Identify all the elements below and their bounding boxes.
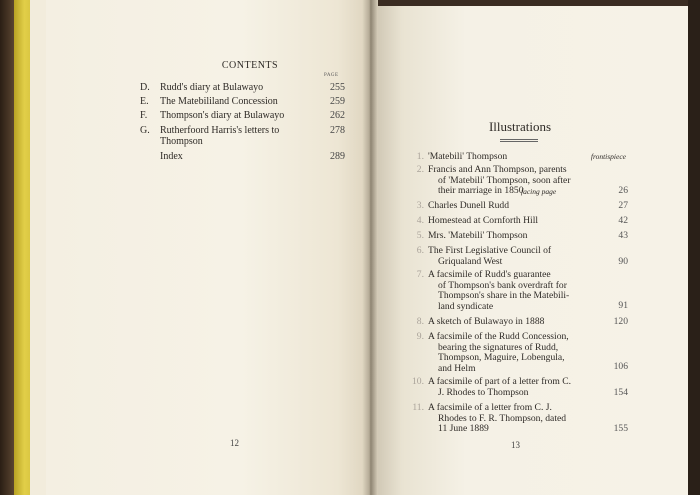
item-number: 4. — [416, 215, 424, 226]
caption-line: Thompson's share in the Matebili- — [438, 290, 570, 302]
left-page-number: 12 — [230, 438, 239, 448]
item-number: 3. — [416, 200, 424, 211]
item-page: 26 — [618, 185, 628, 196]
caption-line: of 'Matebili' Thompson, soon after — [438, 174, 571, 186]
caption-line: The First Legislative Council of — [428, 245, 552, 256]
right-book-edge — [688, 0, 700, 495]
caption-line: A facsimile of a letter from C. J. — [428, 402, 552, 413]
caption-line: of Thompson's bank overdraft for — [438, 279, 567, 291]
right-page-number: 13 — [511, 440, 520, 450]
caption-line: J. Rhodes to Thompson — [438, 386, 529, 398]
item-number: 7. — [416, 269, 424, 280]
toc-letter: D. — [140, 82, 150, 93]
item-page: 106 — [613, 361, 628, 372]
item-page: 27 — [618, 200, 628, 211]
item-number: 8. — [416, 316, 424, 327]
facing-page-note: facing page — [521, 187, 557, 196]
item-page: 120 — [613, 316, 628, 327]
caption-line: Charles Dunell Rudd — [428, 200, 510, 211]
item-number: 11. — [412, 402, 424, 413]
caption-line: Francis and Ann Thompson, parents — [428, 164, 567, 175]
illustrations-heading: Illustrations — [488, 119, 552, 134]
caption-line: Rhodes to F. R. Thompson, dated — [438, 412, 567, 424]
caption-line: A facsimile of the Rudd Concession, — [428, 331, 569, 342]
caption-line: Mrs. 'Matebili' Thompson — [428, 230, 528, 241]
toc-title: Rutherfoord Harris's letters to Thompson — [160, 125, 280, 147]
page-column-header: PAGE — [324, 73, 339, 78]
toc-page: 259 — [330, 96, 345, 107]
item-page: 91 — [618, 300, 628, 311]
toc-page: 255 — [330, 82, 345, 93]
toc-letter: E. — [140, 96, 149, 107]
caption-line: A facsimile of Rudd's guarantee — [428, 269, 551, 280]
caption-line: land syndicate — [438, 300, 494, 312]
contents-heading: CONTENTS — [221, 60, 279, 71]
item-page: 90 — [618, 256, 628, 267]
toc-title: Index — [160, 151, 183, 162]
item-number: 10. — [412, 376, 424, 387]
toc-letter: G. — [140, 125, 150, 136]
item-number: 9. — [416, 331, 424, 342]
toc-title: The Matebililand Concession — [160, 96, 278, 107]
item-page: 43 — [618, 230, 628, 241]
toc-page: 289 — [330, 151, 345, 162]
caption-line: Griqualand West — [438, 255, 503, 267]
item-number: 6. — [416, 245, 424, 256]
caption-line: A facsimile of part of a letter from C. — [428, 376, 572, 387]
caption-line: Thompson, Maguire, Lobengula, — [438, 352, 565, 364]
toc-page: 262 — [330, 110, 345, 121]
item-page: 42 — [618, 215, 628, 226]
left-page — [46, 0, 370, 495]
toc-title: Rudd's diary at Bulawayo — [160, 82, 264, 93]
item-page: 154 — [613, 387, 628, 398]
caption-line: and Helm — [438, 362, 476, 374]
caption-line: bearing the signatures of Rudd, — [438, 341, 559, 353]
book-gutter — [362, 0, 378, 495]
caption-line: 'Matebili' Thompson — [428, 151, 508, 162]
item-number: 1. — [416, 151, 424, 162]
item-number: 5. — [416, 230, 424, 241]
toc-title: Thompson's diary at Bulawayo — [160, 110, 285, 121]
caption-line: Homestead at Cornforth Hill — [428, 215, 539, 226]
item-page: 155 — [613, 423, 628, 434]
book-spine — [0, 0, 14, 495]
toc-page: 278 — [330, 125, 345, 136]
caption-line: A sketch of Bulawayo in 1888 — [428, 316, 545, 327]
caption-line: their marriage in 1850 — [438, 185, 524, 197]
toc-letter: F. — [140, 110, 148, 121]
item-number: 2. — [416, 164, 424, 175]
frontispiece-note: frontispiece — [590, 152, 626, 161]
caption-line: 11 June 1889 — [438, 423, 489, 435]
heading-rule — [500, 139, 538, 142]
